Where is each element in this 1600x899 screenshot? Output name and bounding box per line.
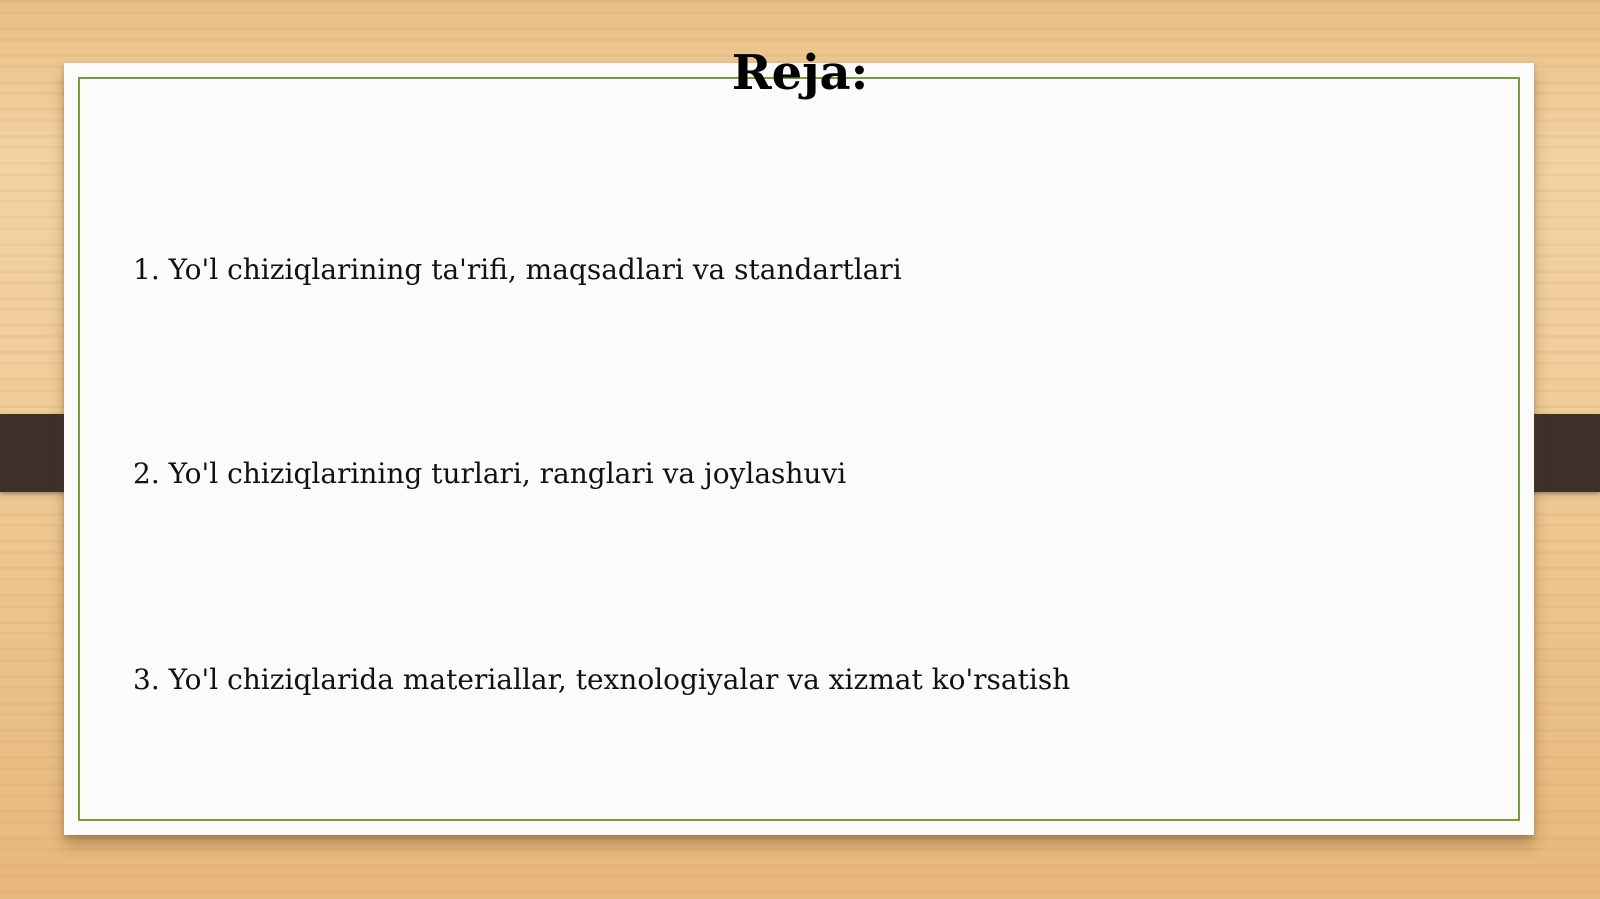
slide-title-wrap [0,44,1600,102]
plan-item-2: 2. Yo'l chiziqlarining turlari, ranglari va joylashuvi [133,457,847,490]
card-border [78,77,1520,821]
slide-card [64,63,1534,835]
slide-title: Reja: [731,45,869,101]
plan-item-3: 3. Yo'l chiziqlarida materiallar, texnologiyalar va xizmat ko'rsatish [133,663,1071,696]
plan-item-1: 1. Yo'l chiziqlarining ta'rifi, maqsadlari va standartlari [133,253,902,286]
